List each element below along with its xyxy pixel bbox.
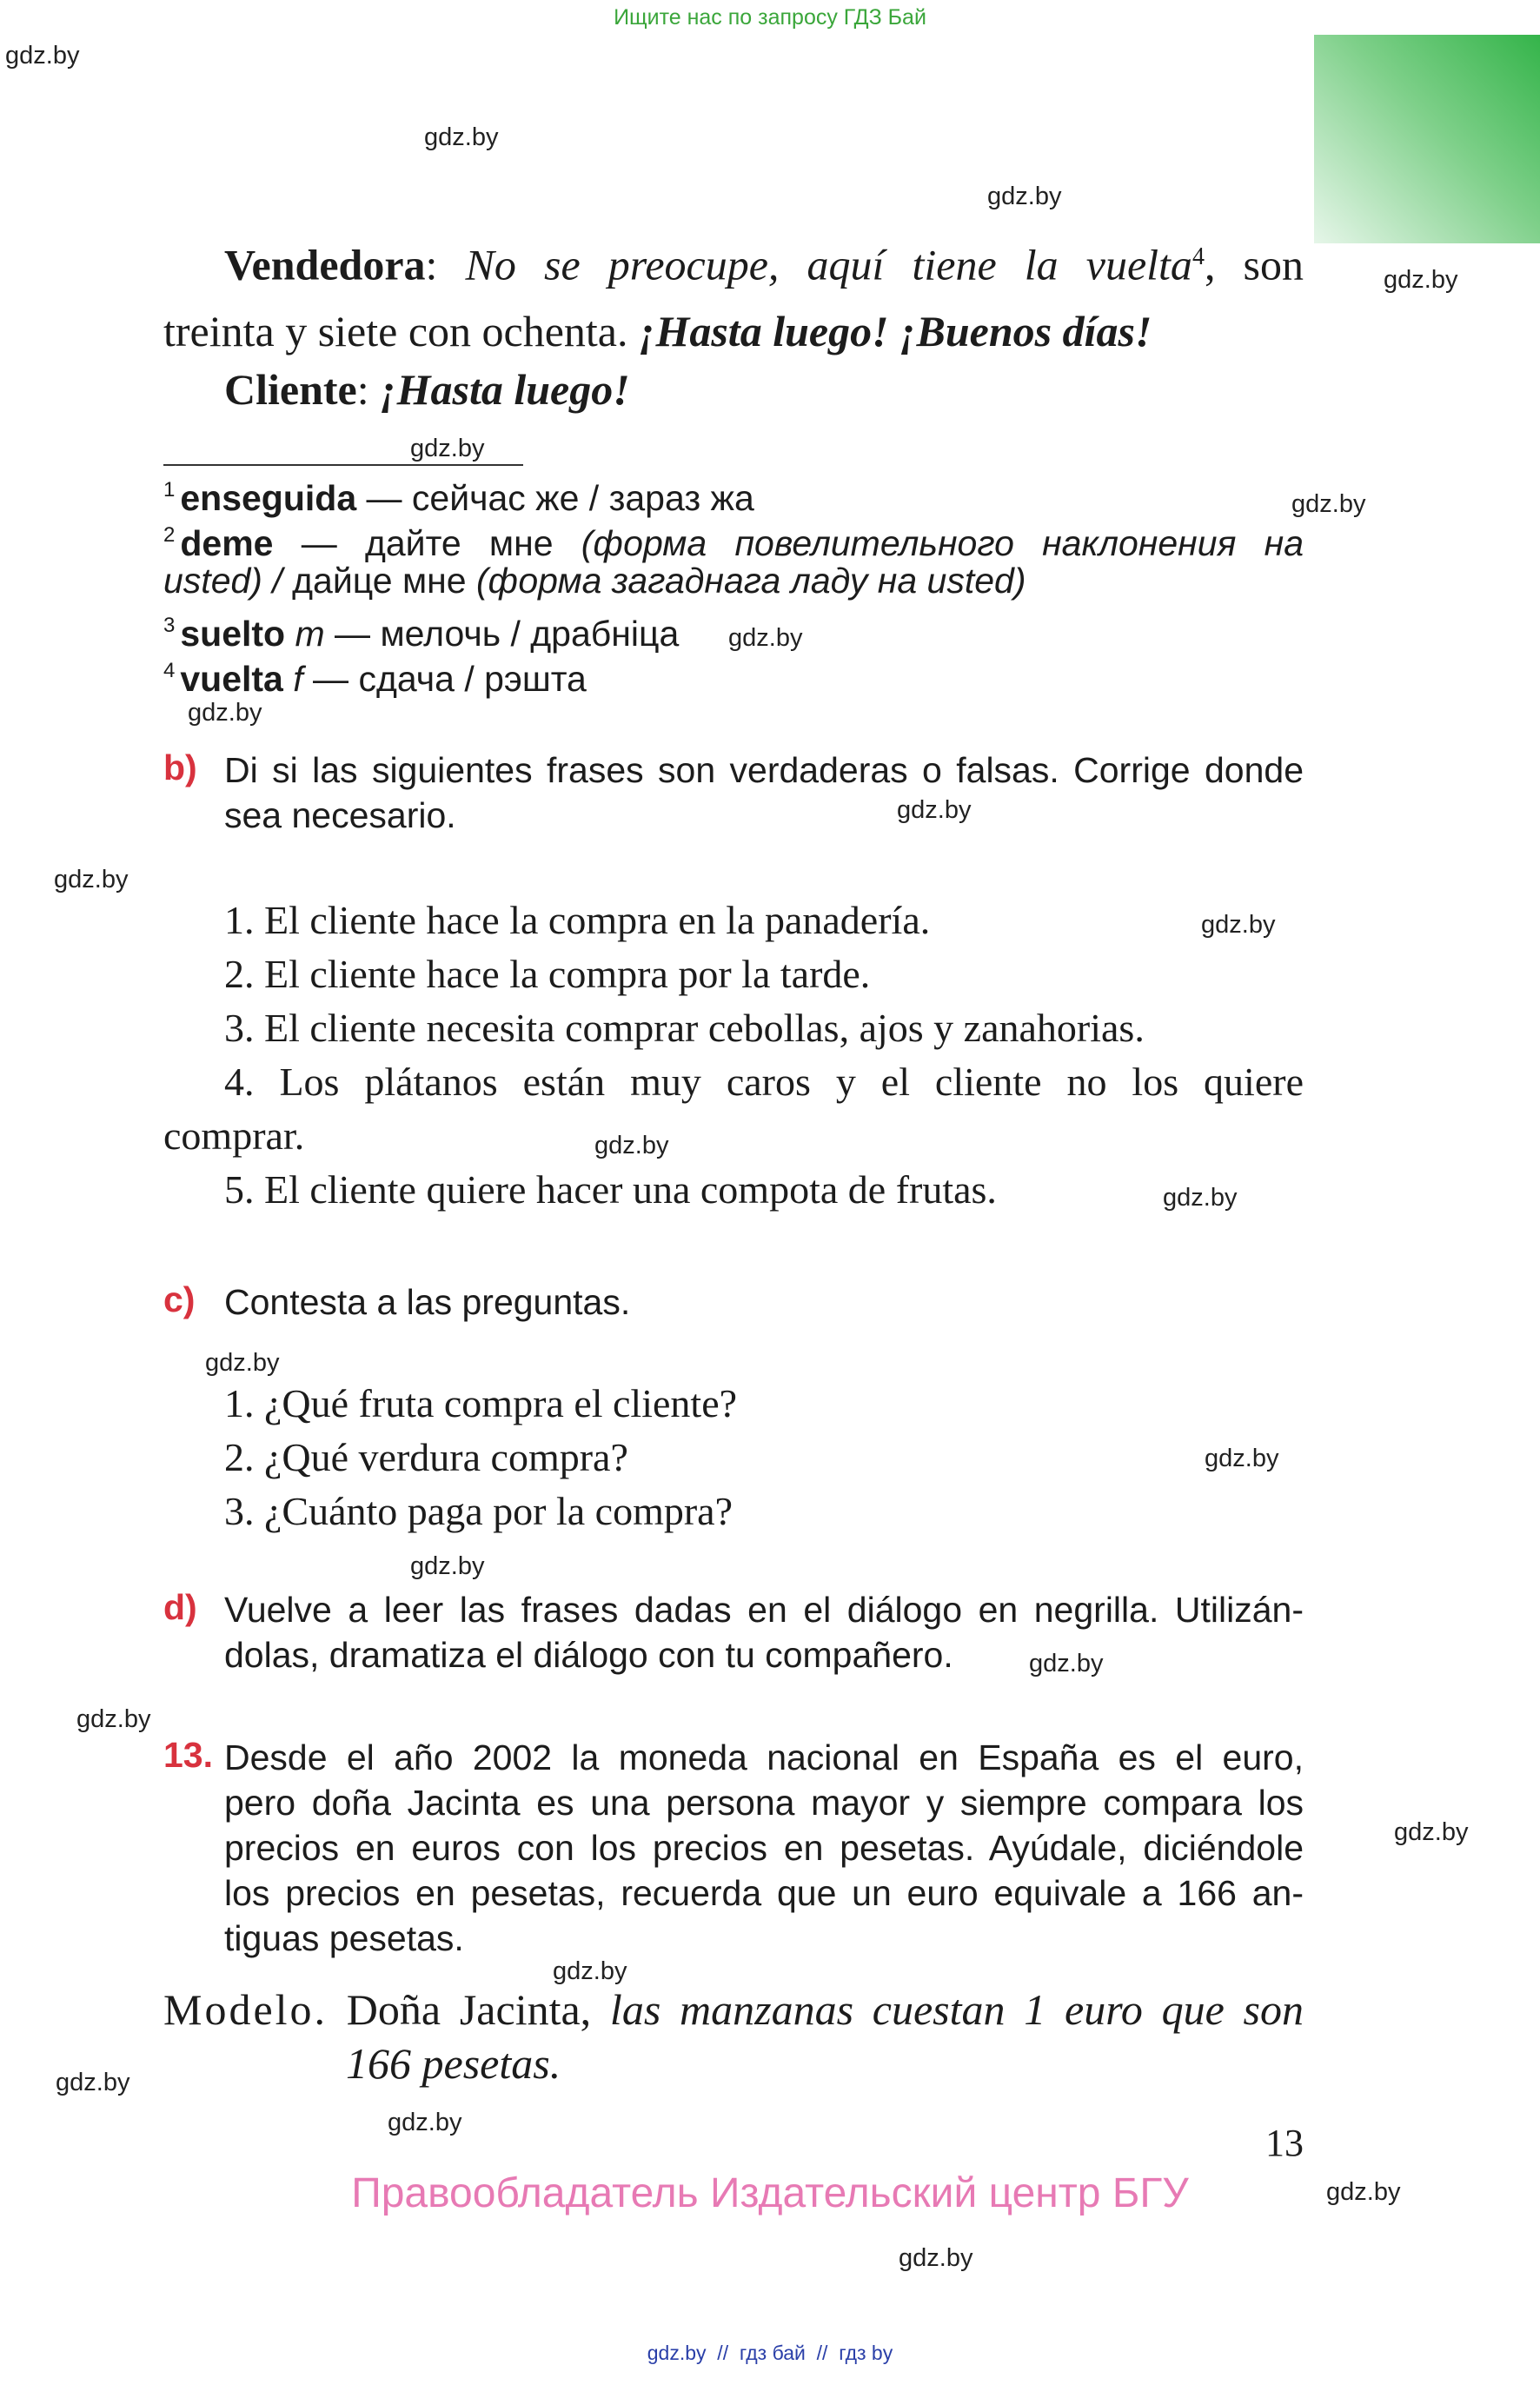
watermark: gdz.by <box>56 2069 130 2096</box>
task-b-item-3: 3. El cliente necesita comprar cebollas, ajos y zanahorias. <box>224 1006 1145 1050</box>
watermark: gdz.by <box>410 435 485 462</box>
green-corner-block <box>1314 35 1540 243</box>
watermark: gdz.by <box>1291 490 1366 518</box>
vendedora-text: , son <box>1204 240 1304 289</box>
watermark: gdz.by <box>205 1349 280 1377</box>
task-d-label: d) <box>163 1587 197 1627</box>
speaker-cliente: Cliente <box>224 365 357 414</box>
watermark: gdz.by <box>1029 1650 1104 1677</box>
top-banner[interactable]: Ищите нас по запросу ГДЗ Бай <box>614 5 926 30</box>
watermark: gdz.by <box>987 183 1062 210</box>
footnote-4: $^4$ vuelta f — сдача / рэшта <box>163 659 587 699</box>
task-b-instruction: Di si las siguientes frases son verdaderas o falsas. Corrige donde sea necesario. <box>224 750 1304 835</box>
watermark: gdz.by <box>728 624 803 652</box>
watermark: gdz.by <box>553 1957 627 1985</box>
task-b-item-2: 2. El cliente hace la compra por la tarde. <box>224 952 871 996</box>
watermark: gdz.by <box>1205 1445 1279 1472</box>
task-b-label: b) <box>163 747 197 787</box>
watermark: gdz.by <box>410 1552 485 1580</box>
watermark: gdz.by <box>388 2109 462 2136</box>
task-c-item-1: 1. ¿Qué fruta compra el cliente? <box>224 1381 738 1425</box>
watermark: gdz.by <box>1201 911 1276 939</box>
colon: : <box>425 240 438 289</box>
copyright-notice: Правообладатель Издательский центр БГУ <box>351 2170 1189 2216</box>
task-d-instruction: Vuelve a leer las frases dadas en el diálogo en negrilla. Utilizán- dolas, dramatiza el diálogo con tu compañero. <box>224 1590 1304 1675</box>
watermark: gdz.by <box>424 123 499 151</box>
watermark: gdz.by <box>54 866 129 894</box>
task-c-instruction: Contesta a las preguntas. <box>224 1282 631 1322</box>
watermark: gdz.by <box>1384 266 1458 294</box>
cliente-farewell: ¡Hasta luego! <box>380 365 630 414</box>
footnote-3: $^3$ suelto m — мелочь / драбніца <box>163 614 680 654</box>
page-number: 13 <box>1265 2122 1304 2164</box>
watermark: gdz.by <box>899 2244 973 2272</box>
vendedora-italic-text: No se preocupe, aquí tiene la vuelta <box>465 240 1192 289</box>
footer-links[interactable]: gdz.by // гдз бай // гдз by <box>647 2342 893 2364</box>
modelo-text: Doña Jacinta, <box>328 1985 610 2034</box>
watermark: gdz.by <box>594 1132 669 1159</box>
task-c-item-2: 2. ¿Qué verdura compra? <box>224 1435 628 1479</box>
footnote-2: $^2$ deme — дайте мне (форма повелительного наклонения на <box>163 523 1304 563</box>
task-b-item-1: 1. El cliente hace la compra en la panadería. <box>224 898 931 942</box>
colon: : <box>356 365 381 414</box>
watermark: gdz.by <box>1326 2178 1401 2206</box>
footnote-1: $^1$ enseguida — сейчас же / зараз жа <box>163 478 754 518</box>
modelo-italic: las manzanas cuestan 1 euro que son <box>609 1985 1304 2034</box>
footnote-ref-4: 4 <box>1192 243 1205 270</box>
dialogue-vendedora <box>163 224 1304 364</box>
task-13-instruction: Desde el año 2002 la moneda nacional en España es el euro, pero doña Jacinta es una persona mayor y siempre compara los precios en euros con los precios en pesetas. Ayúdale, diciéndole los precios en pesetas, recuerda que un euro equivale a 166 an- tiguas pesetas. <box>224 1737 1304 1958</box>
task-b-item-5: 5. El cliente quiere hacer una compota de frutas. <box>224 1167 997 1212</box>
watermark: gdz.by <box>188 699 262 727</box>
dialogue-cliente <box>224 356 630 422</box>
watermark: gdz.by <box>5 42 80 70</box>
task-b-item-4: 4. Los plátanos están muy caros y el cliente no los quiere <box>224 1060 1304 1104</box>
modelo-line <box>163 1976 1304 2043</box>
watermark: gdz.by <box>1163 1184 1238 1212</box>
task-c-label: c) <box>163 1279 196 1319</box>
vendedora-text-2: treinta y siete con ochenta. <box>163 306 639 355</box>
footnote-rule <box>163 464 523 466</box>
watermark: gdz.by <box>76 1705 151 1733</box>
modelo-line-2: 166 pesetas. <box>346 2039 561 2088</box>
speaker-vendedora: Vendedora <box>224 240 426 289</box>
task-c-item-3: 3. ¿Cuánto paga por la compra? <box>224 1489 733 1533</box>
modelo-label: Modelo. <box>163 1985 329 2034</box>
watermark: gdz.by <box>1394 1818 1469 1846</box>
footnote-2-cont: usted) / дайце мне (форма загаднага ладу на usted) <box>163 561 1026 601</box>
watermark: gdz.by <box>897 796 972 824</box>
task-13-label: 13. <box>163 1735 213 1775</box>
task-b-item-4-cont: comprar. <box>163 1113 305 1158</box>
vendedora-farewell: ¡Hasta luego! ¡Buenos días! <box>639 306 1152 355</box>
